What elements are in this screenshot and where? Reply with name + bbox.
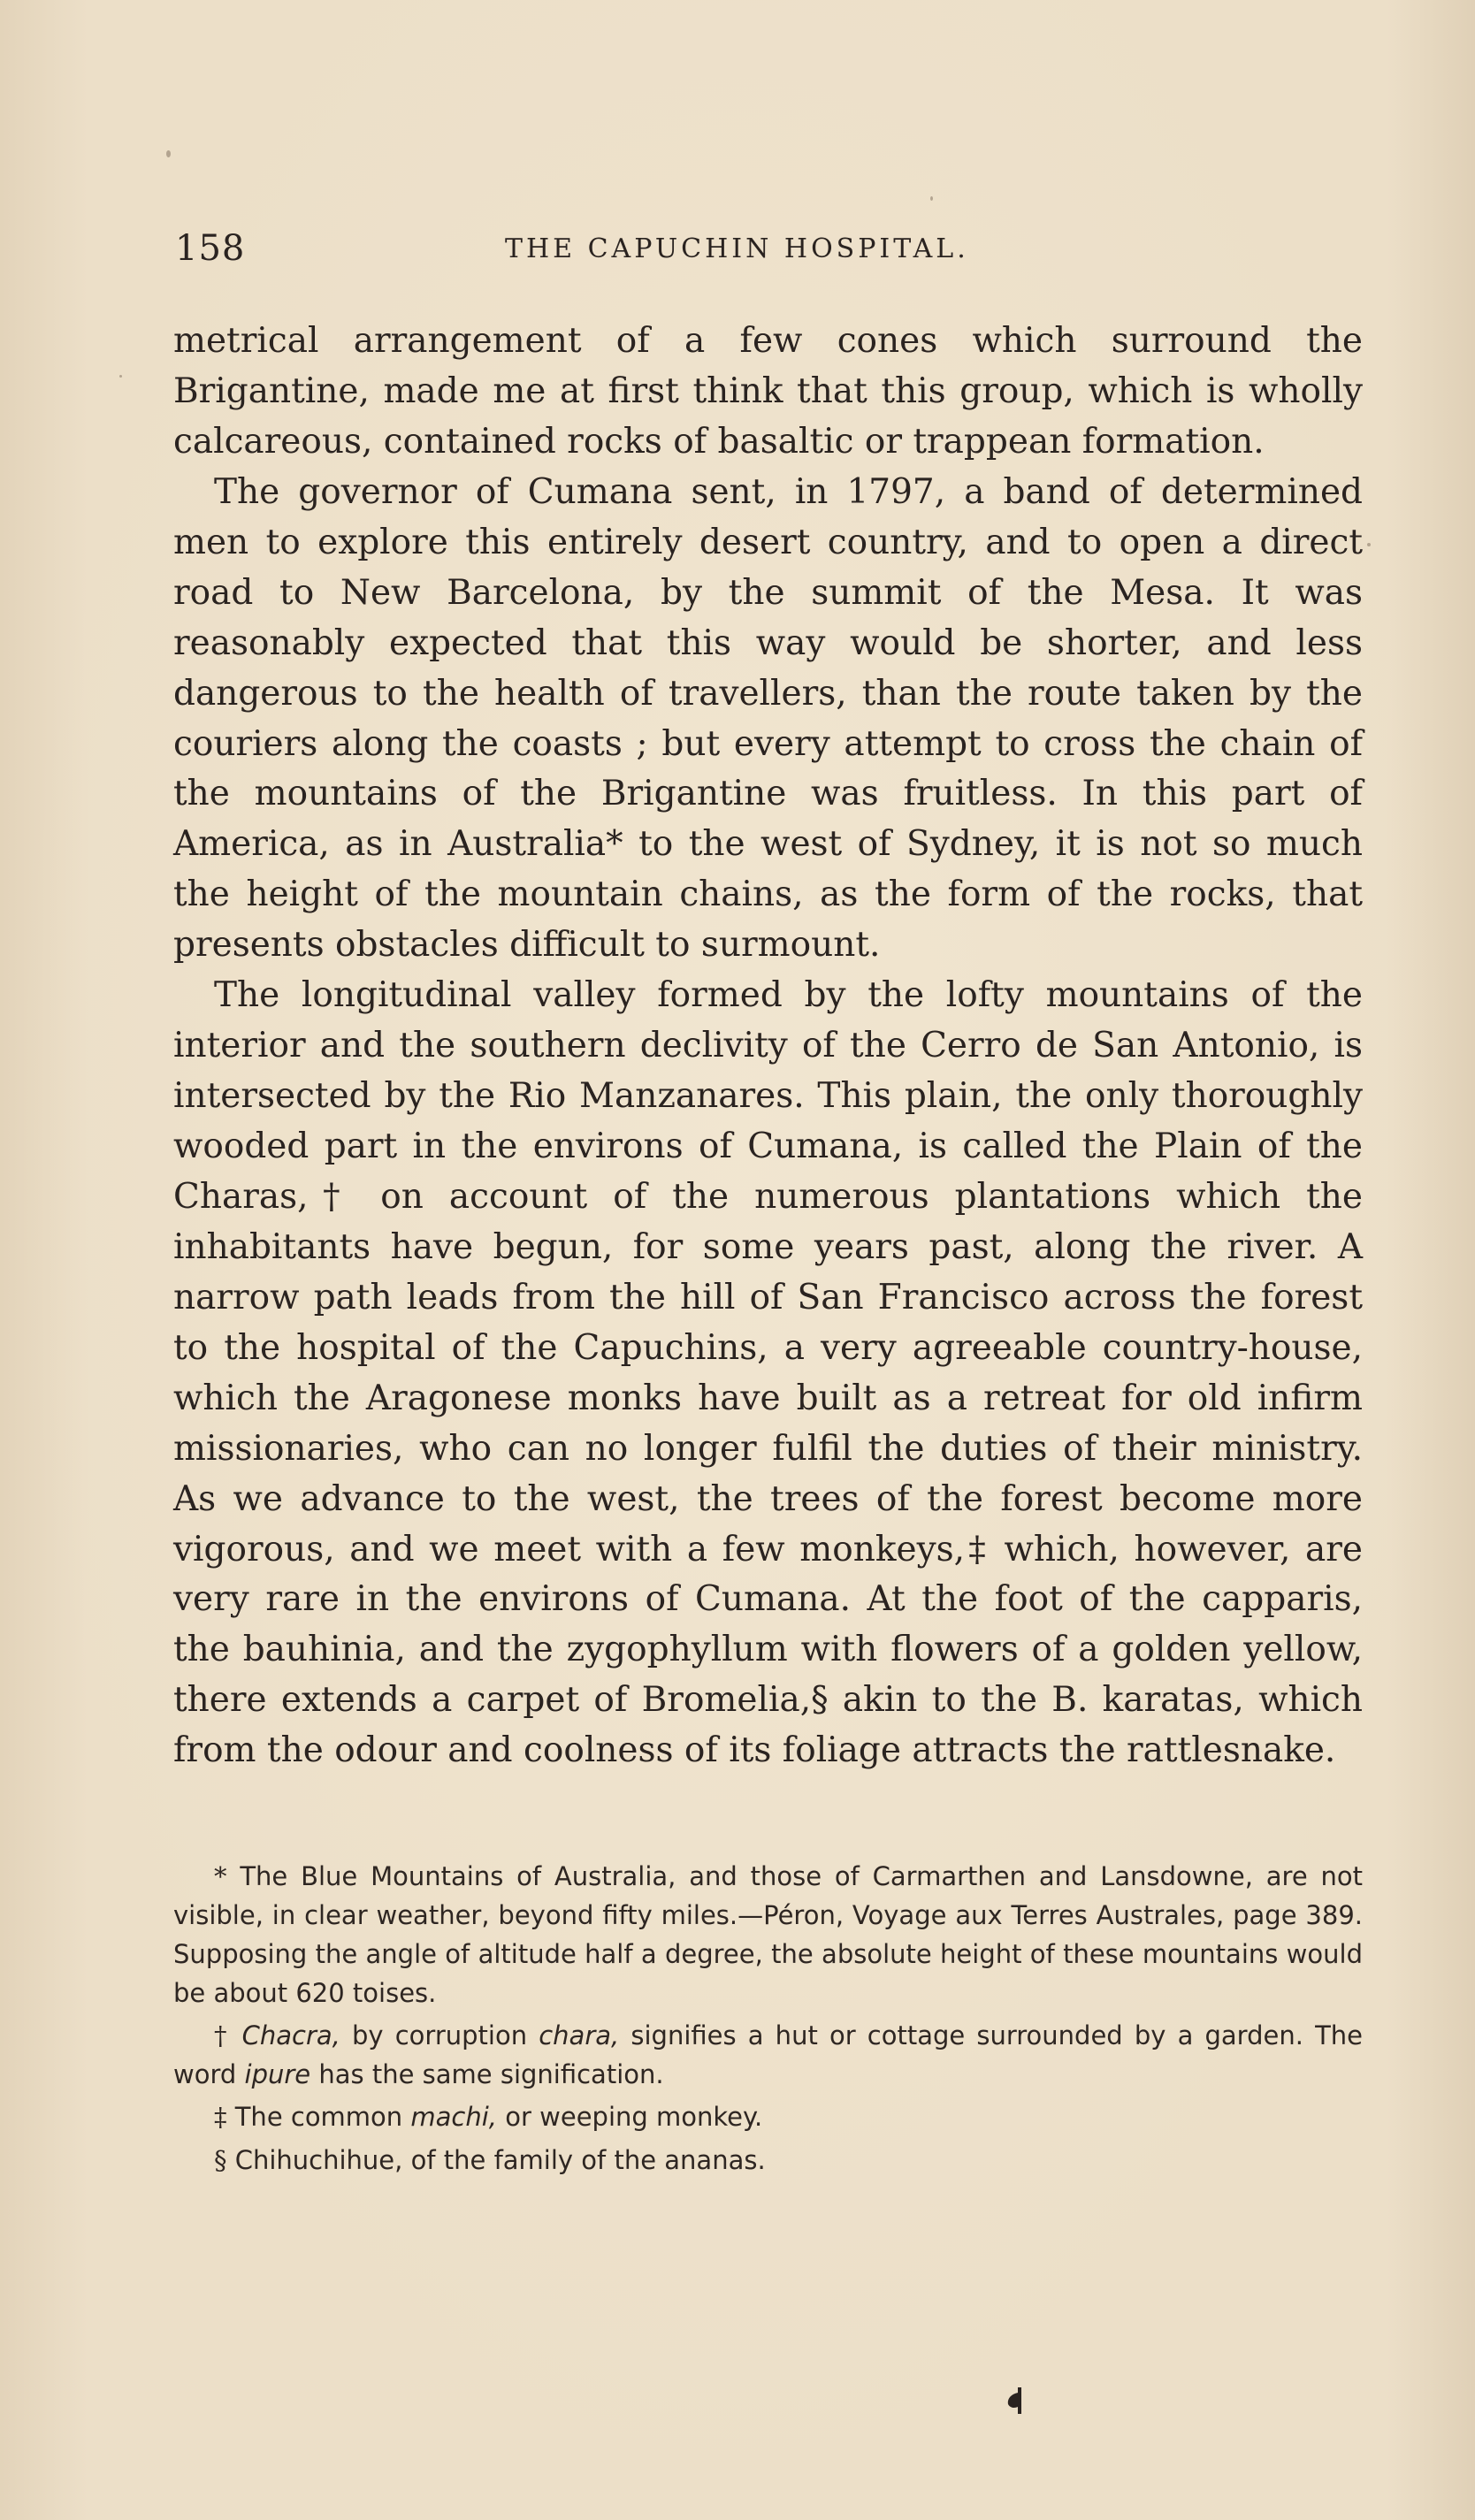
footnote-text: Chihuchihue, of the family of the ananas. (234, 2144, 766, 2175)
running-head-title: THE CAPUCHIN HOSPITAL. (505, 233, 969, 264)
paragraph-1: metrical arrangement of a few cones which surround the Brigantine, made me at first think that this group, which is wholly calcareous, contained rocks of basaltic or trappean formation. (173, 321, 1363, 462)
footnote-text: has the same signification. (310, 2059, 664, 2090)
footnote-text: signifies a hut or cottage surrounded by a garden. The word (173, 2020, 1364, 2090)
footnote-4 (173, 2141, 1363, 2180)
footnote-term: chara, (539, 2020, 620, 2051)
running-head (175, 228, 1360, 281)
paper-speck (119, 375, 122, 378)
footnote-text: by corruption (340, 2020, 539, 2051)
footnote-term: machi, (410, 2102, 498, 2133)
paper-speck (1367, 543, 1371, 546)
paragraph-3: The longitudinal valley formed by the lofty mountains of the interior and the southern declivity of the Cerro de San Antonio, is intersected by the Rio Manzanares. This plain, the only thoroughly wooded part in the environs of Cumana, is called the Plain of the Charas,† on account of the numerous plantations which the inhabitants have begun, for some years past, along the river. A narrow path leads from the hill of San Francisco across the forest to the hospital of the Capuchins, a very agreeable country-house, which the Aragonese monks have built as a retreat for old infirm missionaries, who can no longer fulfil the duties of their ministry. As we advance to the west, the trees of the forest become more vigorous, and we meet with a few monkeys,‡ which, however, are very rare in the environs of Cumana. At the foot of the capparis, the bauhinia, and the zygophyllum with flowers of a golden yellow, there extends a carpet of Bromelia,§ akin to the B. karatas, which from the odour and coolness of its foliage attracts the rattlesnake. (173, 975, 1363, 1771)
main-text (173, 317, 1363, 1776)
footnote-marker: † (214, 2020, 231, 2051)
footnote-marker: ‡ (214, 2102, 227, 2133)
page-number: 158 (175, 228, 246, 269)
paper-speck (930, 196, 933, 201)
printers-mark-icon (1005, 2386, 1024, 2416)
paper-speck (166, 150, 171, 157)
footnote-text: The Blue Mountains of Australia, and those of Carmarthen and Lansdowne, are not visible, in clear weather, beyond fifty miles.—Péron, Voyage aux Terres Australes, page 389. Supposing the angle of altitude half a degree, the absolute height of these mountains would be about 620 toises. (173, 1861, 1363, 2009)
footnote-marker: § (214, 2144, 227, 2175)
footnote-text: The common (226, 2102, 411, 2133)
footnote-2 (173, 2016, 1363, 2094)
footnote-3 (173, 2097, 1363, 2136)
footnote-1 (173, 1857, 1363, 2012)
footnote-term: Chacra, (241, 2020, 340, 2051)
paragraph-2: The governor of Cumana sent, in 1797, a band of determined men to explore this entirely desert country, and to open a direct road to New Barcelona, by the summit of the Mesa. It was reasonably expected that this way would be shorter, and less dangerous to the health of travellers, than the route taken by the couriers along the coasts ; but every attempt to cross the chain of the mountains of the Brigantine was fruitless. In this part of America, as in Australia* to the west of Sydney, it is not so much the height of the mountain chains, as the form of the rocks, that presents obstacles difficult to surmount. (173, 471, 1363, 966)
footnotes (173, 1857, 1363, 2183)
footnote-marker: * (214, 1861, 227, 1891)
footnote-term: ipure (244, 2059, 311, 2090)
footnote-text: or weeping monkey. (497, 2102, 763, 2133)
